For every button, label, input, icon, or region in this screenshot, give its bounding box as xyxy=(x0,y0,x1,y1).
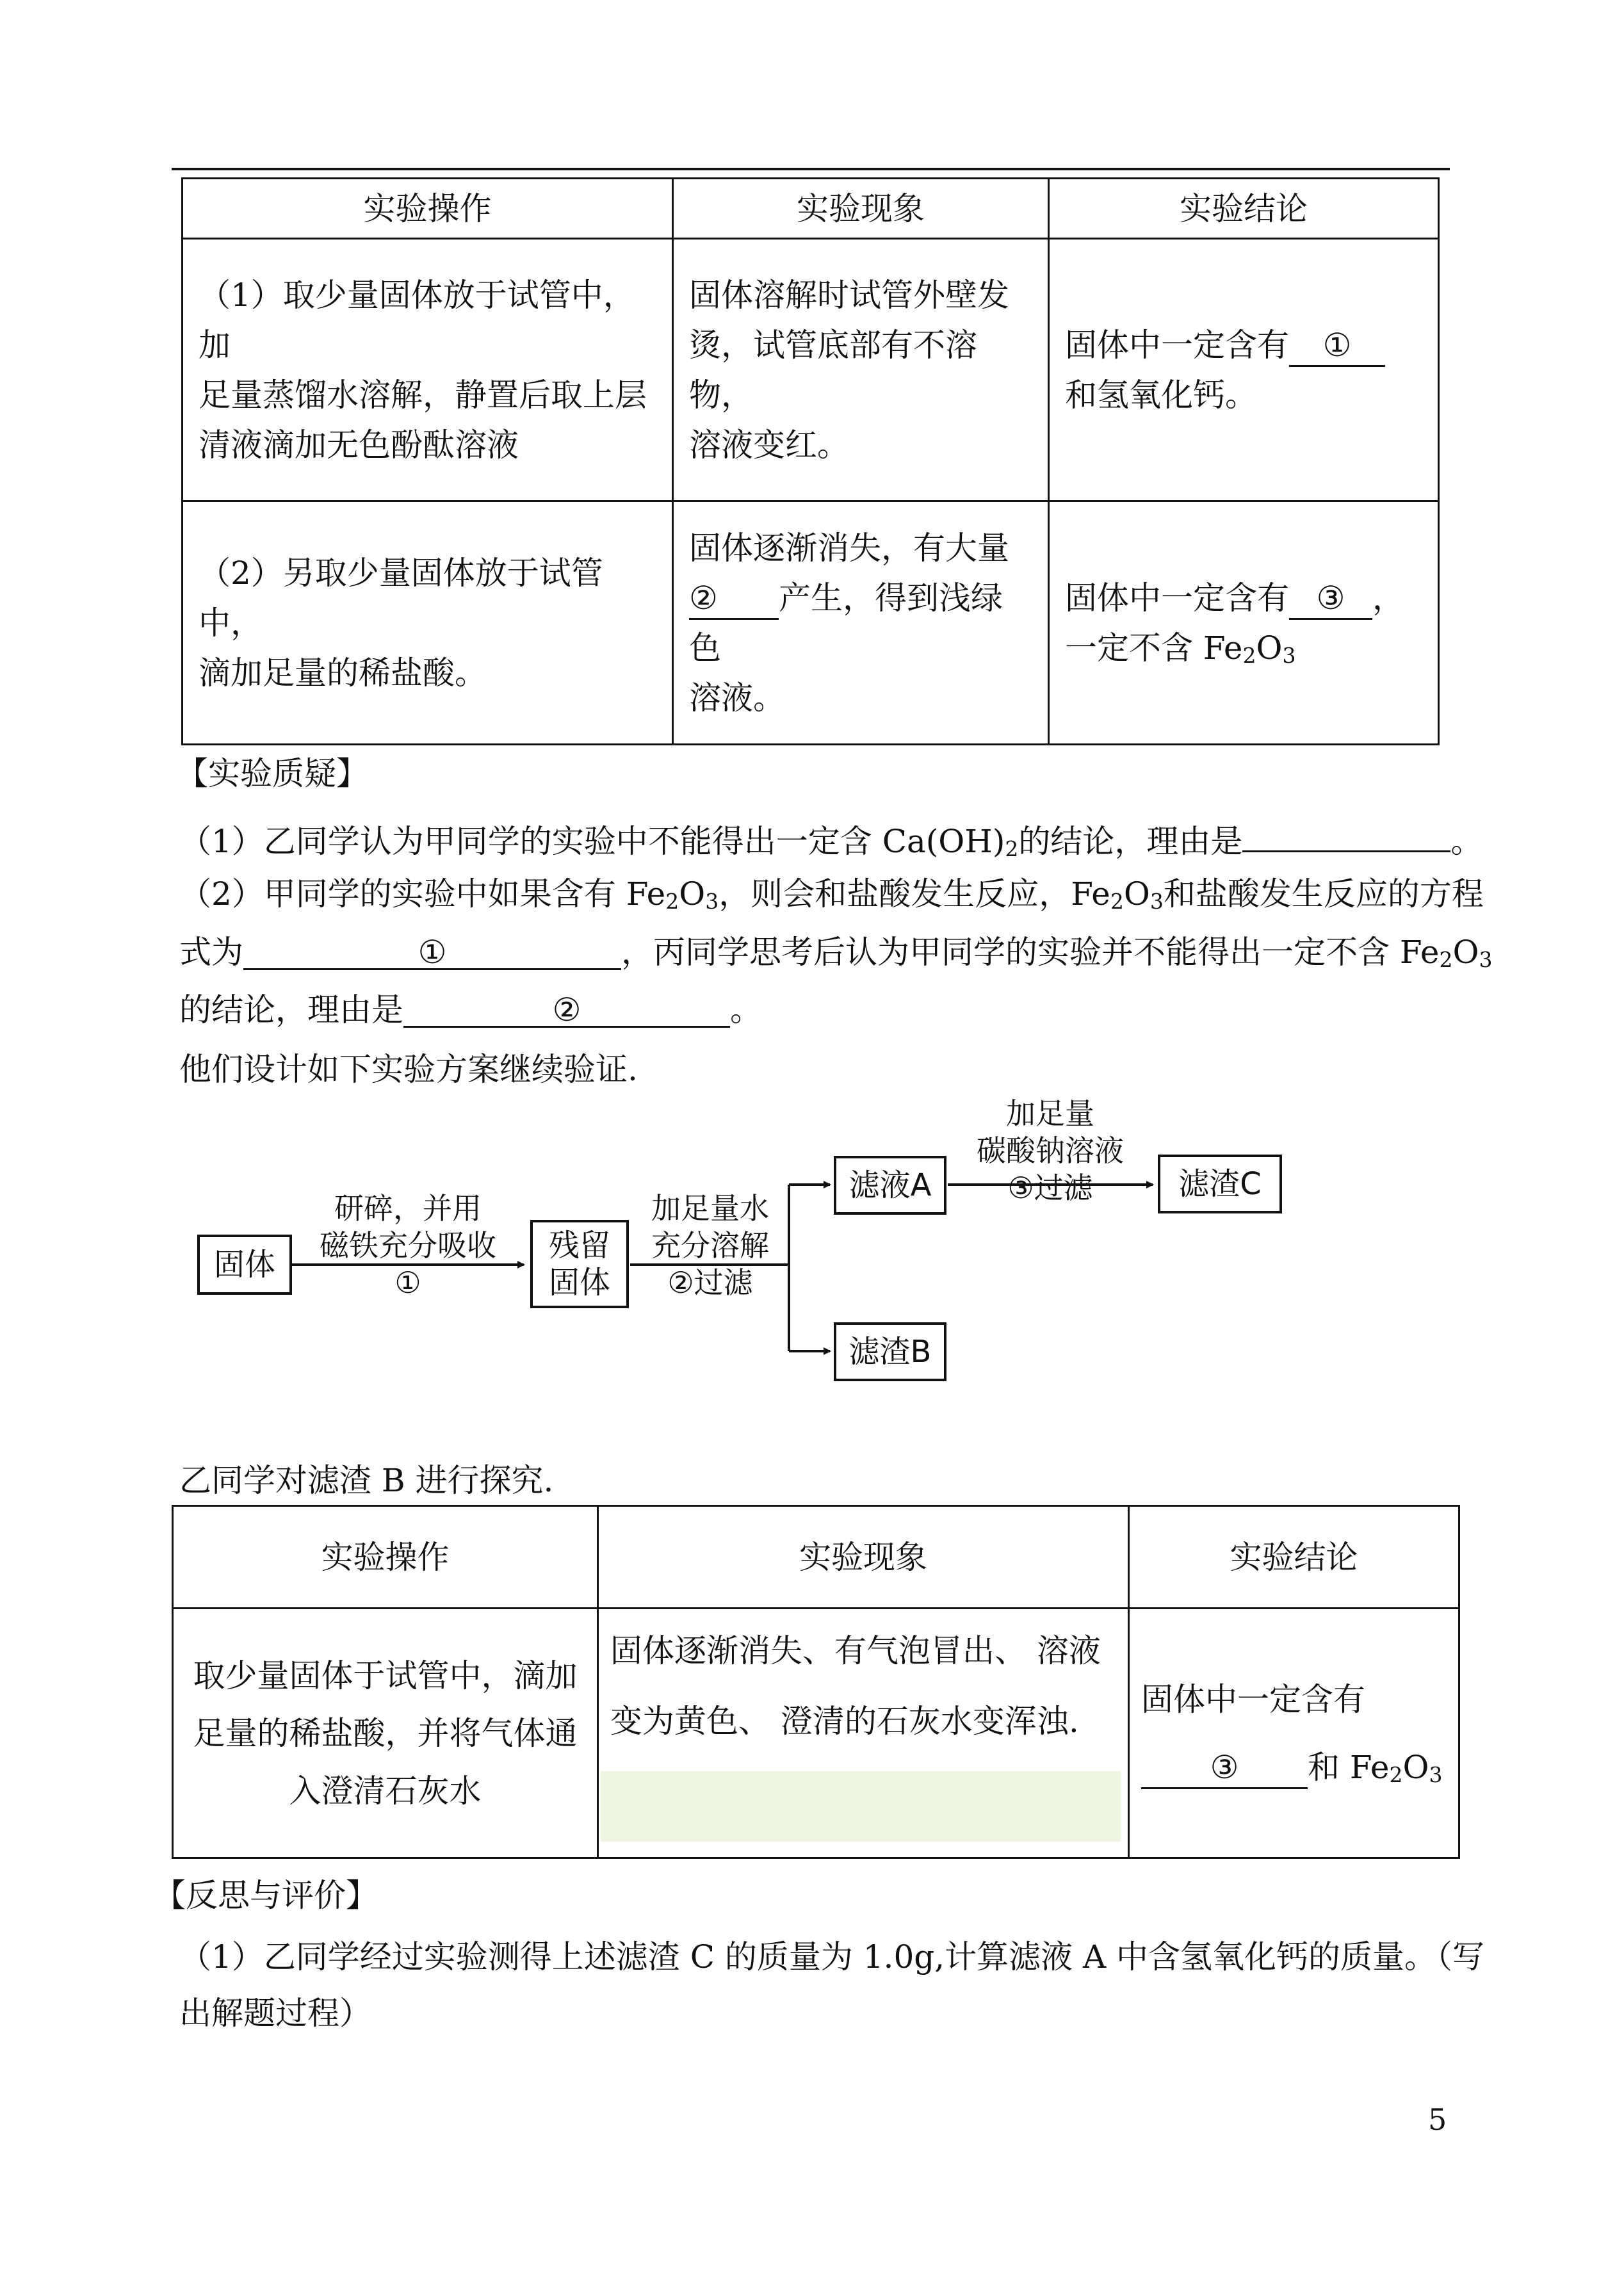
table2-conclusion: 固体中一定含有 ③ 和 Fe2O3 xyxy=(1129,1609,1459,1858)
header-conclusion: 实验结论 xyxy=(1049,179,1439,239)
answer-blank-1[interactable]: ① xyxy=(1289,325,1385,367)
page-number: 5 xyxy=(1428,2102,1447,2137)
step-3-label: 加足量 碳酸钠溶液 ③过滤 xyxy=(977,1096,1124,1205)
header-phenomenon: 实验现象 xyxy=(673,179,1049,239)
row1-phenomenon: 固体溶解时试管外壁发 烫，试管底部有不溶物， 溶液变红。 xyxy=(673,239,1049,501)
experiment-table-2 xyxy=(172,1505,1460,1859)
question-2-line-3: 的结论，理由是 ② 。 xyxy=(179,991,762,1028)
answer-blank-equation[interactable]: ① xyxy=(243,932,621,970)
box-solid: 固体 xyxy=(197,1235,292,1295)
table2-operation: 取少量固体于试管中，滴加 足量的稀盐酸，并将气体通 入澄清石灰水 xyxy=(173,1609,598,1858)
box-filtrate-a: 滤液A xyxy=(834,1156,946,1215)
answer-blank-reason-2[interactable]: ② xyxy=(403,990,730,1028)
row2-conclusion: 固体中一定含有 ③ ， 一定不含 Fe2O3 xyxy=(1049,501,1439,745)
box-residue-b: 滤渣B xyxy=(834,1322,946,1381)
answer-blank-3b[interactable]: ③ xyxy=(1141,1748,1308,1789)
table2-phenomenon: 固体逐渐消失、有气泡冒出、 溶液 变为黄色、 澄清的石灰水变浑浊. xyxy=(598,1609,1129,1858)
question-1: （1）乙同学认为甲同学的实验中不能得出一定含 Ca(OH)2的结论，理由是 。 xyxy=(179,818,1482,861)
reflection-1-line-1: （1）乙同学经过实验测得上述滤渣 C 的质量为 1.0g,计算滤液 A 中含氢氧化钙的质量。（写 xyxy=(179,1938,1485,1975)
design-intro: 他们设计如下实验方案继续验证. xyxy=(179,1051,638,1088)
row2-phenomenon: 固体逐渐消失，有大量 ② 产生，得到浅绿色 溶液。 xyxy=(673,501,1049,745)
row1-operation: （1）取少量固体放于试管中，加 足量蒸馏水溶解，静置后取上层 清液滴加无色酚酞溶液 xyxy=(183,239,673,501)
answer-blank-2[interactable]: ② xyxy=(689,578,779,620)
header-phenomenon: 实验现象 xyxy=(598,1506,1129,1609)
step-2-label: 加足量水 充分溶解 ②过滤 xyxy=(651,1191,769,1300)
explore-residue-b: 乙同学对滤渣 B 进行探究. xyxy=(179,1462,554,1499)
header-conclusion: 实验结论 xyxy=(1129,1506,1459,1609)
answer-blank-3[interactable]: ③ xyxy=(1289,578,1372,620)
question-2-line-1: （2）甲同学的实验中如果含有 Fe2O3，则会和盐酸发生反应，Fe2O3和盐酸发生反应的方程 xyxy=(179,875,1484,914)
row2-operation: （2）另取少量固体放于试管中， 滴加足量的稀盐酸。 xyxy=(183,501,673,745)
header-operation: 实验操作 xyxy=(173,1506,598,1609)
table-header-row xyxy=(173,1506,1459,1609)
question-2-line-2: 式为 ① ，丙同学思考后认为甲同学的实验并不能得出一定不含 Fe2O3 xyxy=(179,934,1493,972)
row1-conclusion: 固体中一定含有 ① 和氢氧化钙。 xyxy=(1049,239,1439,501)
section-heading-reflection: 【反思与评价】 xyxy=(154,1877,378,1914)
reflection-1-line-2: 出解题过程） xyxy=(179,1995,371,2032)
section-heading-question: 【实验质疑】 xyxy=(176,755,368,792)
box-residual-solid: 残留 固体 xyxy=(530,1220,629,1308)
step-1-label: 研碎，并用 磁铁充分吸收 ① xyxy=(320,1191,496,1300)
box-residue-c: 滤渣C xyxy=(1158,1155,1282,1213)
table-row xyxy=(173,1609,1459,1858)
header-operation: 实验操作 xyxy=(183,179,673,239)
